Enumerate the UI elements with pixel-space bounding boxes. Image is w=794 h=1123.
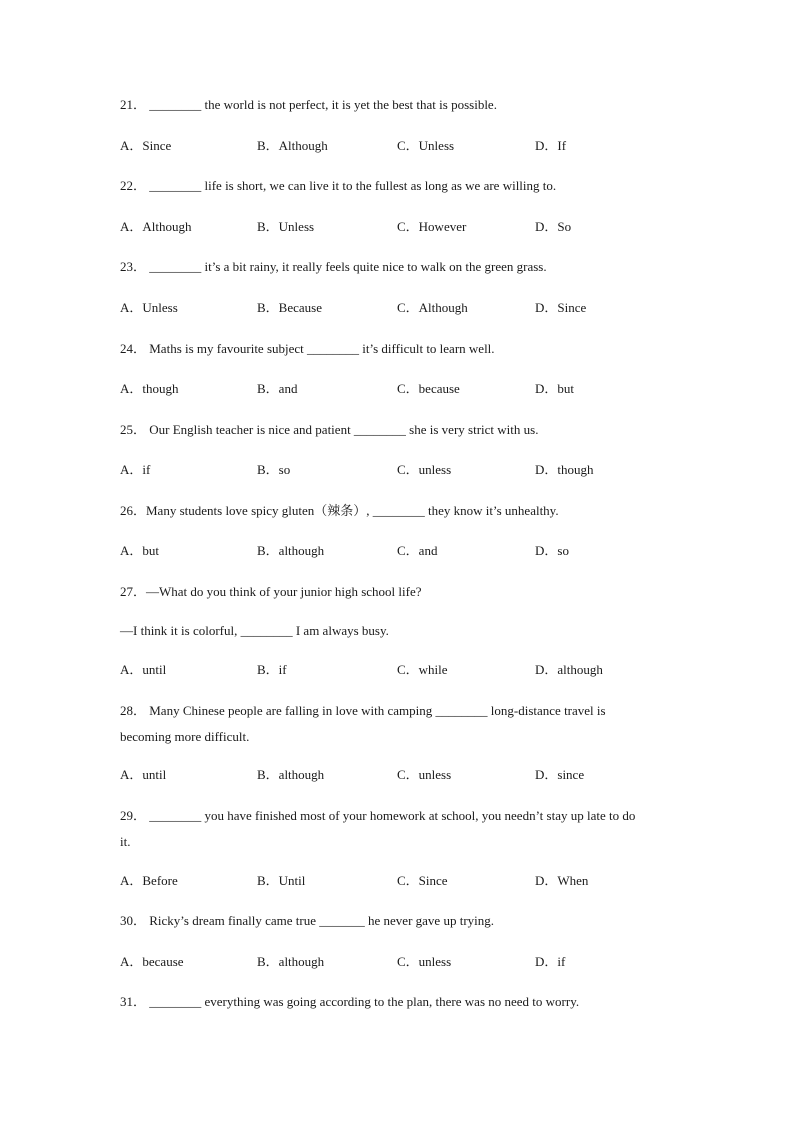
question-25-option-d: D．though	[535, 462, 594, 477]
question-31-stem: 31． ________ everything was going according to the plan, there was no need to worry.	[120, 994, 580, 1009]
question-30-option-a: A．because	[120, 954, 184, 969]
question-24-option-b: B．and	[257, 381, 298, 396]
question-27-stem: 27．—What do you think of your junior high school life?	[120, 584, 422, 599]
question-23-stem: 23． ________ it’s a bit rainy, it really feels quite nice to walk on the green grass.	[120, 259, 547, 274]
question-27-stem-line-2: —I think it is colorful, ________ I am always busy.	[120, 623, 389, 638]
question-23-option-d: D．Since	[535, 300, 587, 315]
question-21-option-b: B．Although	[257, 138, 328, 153]
question-29-option-c: C．Since	[397, 873, 448, 888]
question-23-option-b: B．Because	[257, 300, 322, 315]
question-28-option-c: C．unless	[397, 767, 452, 782]
question-21-stem: 21． ________ the world is not perfect, it is yet the best that is possible.	[120, 97, 497, 112]
question-23-option-a: A．Unless	[120, 300, 178, 315]
question-29-option-d: D．When	[535, 873, 589, 888]
question-29-option-b: B．Until	[257, 873, 306, 888]
question-25-option-c: C．unless	[397, 462, 452, 477]
question-28-option-a: A．until	[120, 767, 167, 782]
question-28-option-b: B．although	[257, 767, 325, 782]
question-30-option-c: C．unless	[397, 954, 452, 969]
question-26-option-c: C．and	[397, 543, 438, 558]
question-25-option-b: B．so	[257, 462, 291, 477]
question-23-option-c: C．Although	[397, 300, 468, 315]
question-25-stem: 25． Our English teacher is nice and patient ________ she is very strict with us.	[120, 422, 539, 437]
question-21-option-c: C．Unless	[397, 138, 455, 153]
question-28-option-d: D．since	[535, 767, 585, 782]
question-26-option-a: A．but	[120, 543, 160, 558]
question-27-option-d: D．although	[535, 662, 603, 677]
question-29-stem: 29． ________ you have finished most of your homework at school, you needn’t stay up late to do	[120, 808, 636, 823]
question-30-option-b: B．although	[257, 954, 325, 969]
question-26-option-b: B．although	[257, 543, 325, 558]
question-28-stem-line-2: becoming more difficult.	[120, 729, 250, 744]
question-22-stem: 22． ________ life is short, we can live it to the fullest as long as we are willing to.	[120, 178, 557, 193]
question-22-option-a: A．Although	[120, 219, 192, 234]
question-21-option-a: A．Since	[120, 138, 172, 153]
question-22-option-d: D．So	[535, 219, 572, 234]
question-27-option-c: C．while	[397, 662, 448, 677]
question-21-option-d: D．If	[535, 138, 567, 153]
question-26-option-d: D．so	[535, 543, 569, 558]
question-29-option-a: A．Before	[120, 873, 178, 888]
question-30-stem: 30． Ricky’s dream finally came true _______ he never gave up trying.	[120, 913, 495, 928]
question-22-option-c: C．However	[397, 219, 467, 234]
question-27-option-a: A．until	[120, 662, 167, 677]
question-24-option-a: A．though	[120, 381, 179, 396]
question-28-stem: 28． Many Chinese people are falling in love with camping ________ long-distance travel is	[120, 703, 606, 718]
question-24-option-d: D．but	[535, 381, 575, 396]
question-25-option-a: A．if	[120, 462, 151, 477]
question-24-option-c: C．because	[397, 381, 460, 396]
question-27-option-b: B．if	[257, 662, 287, 677]
question-22-option-b: B．Unless	[257, 219, 315, 234]
question-30-option-d: D．if	[535, 954, 566, 969]
question-24-stem: 24． Maths is my favourite subject ________ it’s difficult to learn well.	[120, 341, 495, 356]
question-29-stem-line-2: it.	[120, 834, 131, 849]
question-26-stem: 26．Many students love spicy gluten（辣条）, ________ they know it’s unhealthy.	[120, 503, 559, 518]
